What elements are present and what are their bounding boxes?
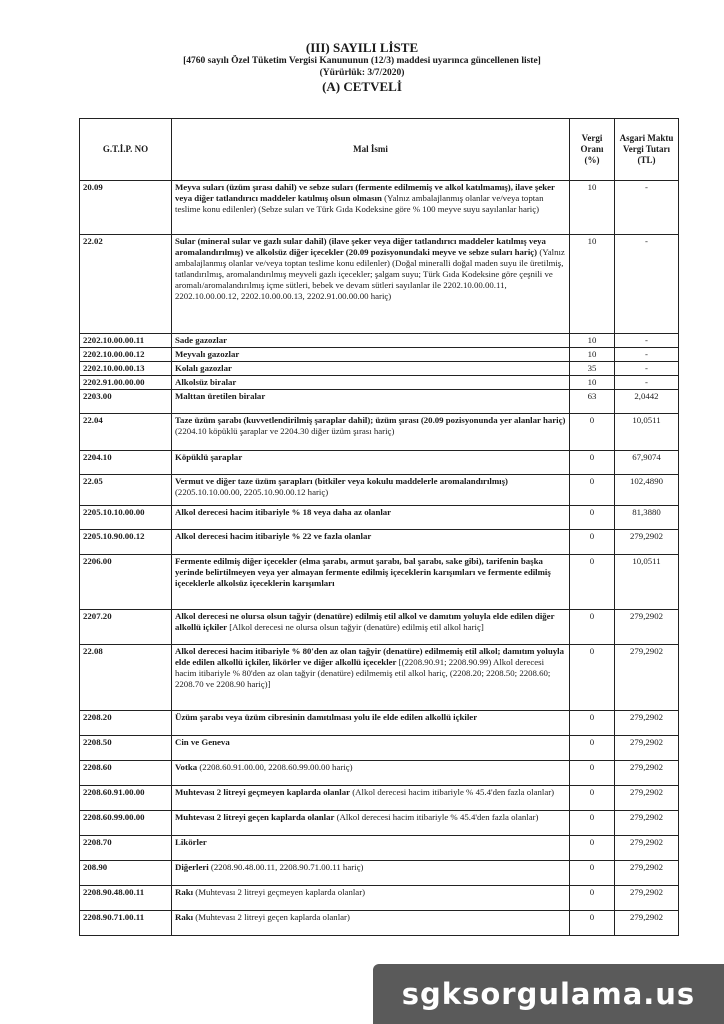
product-name: [172, 555, 570, 610]
min-tax-amount: 67,9074: [615, 451, 679, 475]
gtip-code: 2208.20: [80, 711, 172, 736]
product-name-note: (2208.90.48.00.11, 2208.90.71.00.11 hariç): [208, 862, 364, 872]
gtip-code: 2202.10.00.00.13: [80, 362, 172, 376]
tax-rate: 0: [570, 645, 615, 711]
gtip-code: 2205.10.90.00.12: [80, 530, 172, 555]
product-name: [172, 836, 570, 861]
table-row: [80, 786, 679, 811]
tax-rate: 0: [570, 861, 615, 886]
watermark-text: sgksorgulama.us: [401, 977, 696, 1011]
table-row: [80, 235, 679, 334]
product-name: [172, 610, 570, 645]
gtip-code: 2202.10.00.00.12: [80, 348, 172, 362]
tax-rate: 10: [570, 334, 615, 348]
product-name-bold: Diğerleri: [175, 862, 209, 872]
table-row: [80, 711, 679, 736]
tax-rate: 0: [570, 555, 615, 610]
product-name-bold: Sular (mineral sular ve gazlı sular dahil) (ilave şeker veya diğer tatlandırıcı maddeler katılmış veya aromalandırılmış) ve alkolsüz diğer içecekler (20.09 pozisyonundaki meyve ve sebze suları hariç): [175, 236, 546, 257]
product-name-bold: Üzüm şarabı veya üzüm cibresinin damıtılması yolu ile elde edilen alkollü içkiler: [175, 712, 478, 722]
list-subtitle: [4760 sayılı Özel Tüketim Vergisi Kanununun (12/3) maddesi uyarınca güncellenen liste]: [183, 56, 541, 66]
tax-rate: 0: [570, 711, 615, 736]
table-row: [80, 348, 679, 362]
product-name: [172, 451, 570, 475]
tax-rate: 0: [570, 811, 615, 836]
document-header: [0, 40, 724, 94]
table-row: [80, 530, 679, 555]
product-name-bold: Meyva suları (üzüm şırası dahil) ve sebze suları (fermente edilmemiş ve alkol katılmamış), ilave şeker veya diğer tatlandırıcı maddeler katılmış olsun olmasın: [175, 182, 555, 203]
product-name-bold: Sade gazozlar: [175, 335, 228, 345]
product-name: [172, 414, 570, 451]
gtip-code: 2206.00: [80, 555, 172, 610]
table-row: [80, 811, 679, 836]
product-name: [172, 736, 570, 761]
table-row: [80, 181, 679, 235]
tax-rate: 0: [570, 506, 615, 530]
product-name-note: (Yalnız ambalajlanmış olanlar ve/veya toptan teslime konu edilenler) (Doğal mineralli doğal maden suyu ile üretilmiş, tatlandırılmış, aromalandırılmış meyveli gazlı içecekler; şalgam suyu; Türk Gıda Kodeksine göre çeşnili ve aromalı/aromalandırılmış içme sütleri, bebek ve devam sütleri sayılanlar ile 2202.10.00.00.11, 2202.10.00.00.12, 2202.10.00.00.13, 2202.91.00.00.00 hariç): [175, 247, 565, 301]
gtip-code: 2208.50: [80, 736, 172, 761]
tax-rate: 0: [570, 451, 615, 475]
table-row: [80, 451, 679, 475]
tax-rate: 0: [570, 530, 615, 555]
watermark: [373, 964, 724, 1024]
gtip-code: 22.08: [80, 645, 172, 711]
table-row: [80, 645, 679, 711]
min-tax-amount: 279,2902: [615, 610, 679, 645]
product-name: [172, 530, 570, 555]
min-tax-amount: -: [615, 376, 679, 390]
table-row: [80, 362, 679, 376]
product-name: [172, 235, 570, 334]
product-name: [172, 334, 570, 348]
min-tax-amount: 279,2902: [615, 861, 679, 886]
product-name: [172, 761, 570, 786]
gtip-code: 2208.60.99.00.00: [80, 811, 172, 836]
table-row: [80, 475, 679, 506]
header-rate: Vergi Oranı (%): [570, 119, 615, 181]
product-name: [172, 786, 570, 811]
gtip-code: 2203.00: [80, 390, 172, 414]
product-name: [172, 711, 570, 736]
tax-rate: 10: [570, 235, 615, 334]
table-row: [80, 836, 679, 861]
gtip-code: 2202.91.00.00.00: [80, 376, 172, 390]
min-tax-amount: 279,2902: [615, 761, 679, 786]
tax-rate: 10: [570, 348, 615, 362]
min-tax-amount: 279,2902: [615, 811, 679, 836]
product-name: [172, 861, 570, 886]
product-name: [172, 376, 570, 390]
min-tax-amount: 279,2902: [615, 786, 679, 811]
table-row: [80, 555, 679, 610]
min-tax-amount: -: [615, 235, 679, 334]
product-name: [172, 811, 570, 836]
product-name-bold: Muhtevası 2 litreyi geçen kaplarda olanlar: [175, 812, 335, 822]
min-tax-amount: -: [615, 348, 679, 362]
product-name-bold: Köpüklü şaraplar: [175, 452, 243, 462]
product-name-bold: Malttan üretilen biralar: [175, 391, 266, 401]
product-name-bold: Kolalı gazozlar: [175, 363, 232, 373]
min-tax-amount: 279,2902: [615, 645, 679, 711]
gtip-code: 2208.70: [80, 836, 172, 861]
min-tax-amount: 10,0511: [615, 414, 679, 451]
cetvel-title: (A) CETVELİ: [322, 79, 402, 94]
product-name-bold: Votka: [175, 762, 198, 772]
list-title: (III) SAYILI LİSTE: [305, 40, 419, 55]
tax-rate: 0: [570, 761, 615, 786]
gtip-code: 2208.60: [80, 761, 172, 786]
product-name: [172, 362, 570, 376]
product-name: [172, 475, 570, 506]
gtip-code: 2207.20: [80, 610, 172, 645]
gtip-code: 2208.60.91.00.00: [80, 786, 172, 811]
table-row: [80, 736, 679, 761]
tax-rate: 0: [570, 786, 615, 811]
product-name-bold: Likörler: [175, 837, 207, 847]
table-body: [80, 181, 679, 936]
tax-rate: 0: [570, 836, 615, 861]
min-tax-amount: 279,2902: [615, 736, 679, 761]
product-name: [172, 911, 570, 936]
min-tax-amount: 81,3880: [615, 506, 679, 530]
tax-rate: 0: [570, 475, 615, 506]
product-name-bold: Fermente edilmiş diğer içecekler (elma şarabı, armut şarabı, bal şarabı, sake gibi), tarifenin başka yerinde belirtilmeyen veya yer almayan fermente edilmiş içeceklerin karışımları ve fermente edilmiş içeceklerle alkolsüz içeceklerin karışımları: [175, 556, 551, 588]
table-row: [80, 911, 679, 936]
product-name: [172, 506, 570, 530]
product-name-note: (2208.60.91.00.00, 2208.60.99.00.00 hariç): [197, 762, 353, 772]
product-name-note: (Alkol derecesi hacim itibariyle % 45.4'den fazla olanlar): [350, 787, 555, 797]
table-row: [80, 390, 679, 414]
product-name-bold: Alkol derecesi hacim itibariyle % 80'den az olan tağyir (denatüre) edilmemiş etil alkol; damıtım yoluyla elde edilen alkollü içkiler, likörler ve diğer alkollü içecekler: [175, 646, 564, 667]
table-row: [80, 610, 679, 645]
product-name-note: (2205.10.10.00.00, 2205.10.90.00.12 hariç): [175, 487, 329, 497]
min-tax-amount: 279,2902: [615, 886, 679, 911]
min-tax-amount: -: [615, 334, 679, 348]
min-tax-amount: 102,4890: [615, 475, 679, 506]
effective-date: (Yürürlük: 3/7/2020): [319, 68, 405, 78]
product-name-bold: Alkol derecesi hacim itibariyle % 22 ve fazla olanlar: [175, 531, 372, 541]
tax-rate: 35: [570, 362, 615, 376]
product-name-note: (Alkol derecesi hacim itibariyle % 45.4'den fazla olanlar): [334, 812, 539, 822]
table-row: [80, 761, 679, 786]
min-tax-amount: 279,2902: [615, 911, 679, 936]
tax-rate: 10: [570, 181, 615, 235]
product-name: [172, 348, 570, 362]
table-row: [80, 886, 679, 911]
product-name-bold: Cin ve Geneva: [175, 737, 230, 747]
product-name-bold: Rakı: [175, 912, 194, 922]
product-name-bold: Alkolsüz biralar: [175, 377, 237, 387]
tax-rate: 0: [570, 736, 615, 761]
gtip-code: 22.05: [80, 475, 172, 506]
table-header-row: [80, 119, 679, 181]
gtip-code: 2204.10: [80, 451, 172, 475]
header-amount: Asgari Maktu Vergi Tutarı (TL): [615, 119, 679, 181]
product-name-bold: Muhtevası 2 litreyi geçmeyen kaplarda olanlar: [175, 787, 351, 797]
tax-rate: 0: [570, 911, 615, 936]
product-name-bold: Vermut ve diğer taze üzüm şarapları (bitkiler veya kokulu maddelerle aromalandırılmış): [175, 476, 508, 486]
product-name-note: (Muhtevası 2 litreyi geçen kaplarda olanlar): [193, 912, 350, 922]
product-name: [172, 886, 570, 911]
product-name-note: [(2208.90.91; 2208.90.99) Alkol derecesi hacim itibariyle % 80'den az olan tağyir (denatüre) edilmemiş etil alkol hariç, (2208.20; 2208.50; 2208.60; 2208.70 ve 2208.90 hariç)]: [175, 657, 551, 689]
table-row: [80, 506, 679, 530]
gtip-code: 22.04: [80, 414, 172, 451]
gtip-code: 2208.90.71.00.11: [80, 911, 172, 936]
min-tax-amount: -: [615, 362, 679, 376]
product-name-bold: Rakı: [175, 887, 194, 897]
product-name-bold: Meyvalı gazozlar: [175, 349, 240, 359]
min-tax-amount: -: [615, 181, 679, 235]
product-name: [172, 645, 570, 711]
product-name-bold: Alkol derecesi ne olursa olsun tağyir (denatüre) edilmiş etil alkol ve damıtım yoluyla elde edilen diğer alkollü içkiler: [175, 611, 555, 632]
product-name: [172, 390, 570, 414]
gtip-code: 208.90: [80, 861, 172, 886]
tax-rate: 0: [570, 886, 615, 911]
gtip-code: 20.09: [80, 181, 172, 235]
table-row: [80, 861, 679, 886]
table-row: [80, 334, 679, 348]
min-tax-amount: 279,2902: [615, 836, 679, 861]
product-name-note: [Alkol derecesi ne olursa olsun tağyir (denatüre) edilmiş etil alkol hariç]: [227, 622, 484, 632]
header-name: Mal İsmi: [172, 119, 570, 181]
table-row: [80, 376, 679, 390]
product-name-note: (Yalnız ambalajlanmış olanlar ve/veya toptan teslime konu edilenler) (Sebze suları ve Türk Gıda Kodeksine göre % 100 meyve suyu sayılanlar hariç): [175, 193, 544, 214]
gtip-code: 2208.90.48.00.11: [80, 886, 172, 911]
min-tax-amount: 10,0511: [615, 555, 679, 610]
gtip-code: 2205.10.10.00.00: [80, 506, 172, 530]
header-code: G.T.İ.P. NO: [80, 119, 172, 181]
product-name: [172, 181, 570, 235]
product-name-note: (2204.10 köpüklü şaraplar ve 2204.30 diğer üzüm şırası hariç): [175, 426, 395, 436]
table-row: [80, 414, 679, 451]
tax-rate: 63: [570, 390, 615, 414]
product-name-note: (Muhtevası 2 litreyi geçmeyen kaplarda olanlar): [193, 887, 366, 897]
gtip-code: 22.02: [80, 235, 172, 334]
tax-table: [79, 118, 679, 936]
tax-rate: 0: [570, 610, 615, 645]
min-tax-amount: 2,0442: [615, 390, 679, 414]
min-tax-amount: 279,2902: [615, 711, 679, 736]
gtip-code: 2202.10.00.00.11: [80, 334, 172, 348]
product-name-bold: Alkol derecesi hacim itibariyle % 18 veya daha az olanlar: [175, 507, 392, 517]
product-name-bold: Taze üzüm şarabı (kuvvetlendirilmiş şaraplar dahil); üzüm şırası (20.09 pozisyonunda yer alanlar hariç): [175, 415, 566, 425]
tax-rate: 0: [570, 414, 615, 451]
tax-rate: 10: [570, 376, 615, 390]
min-tax-amount: 279,2902: [615, 530, 679, 555]
